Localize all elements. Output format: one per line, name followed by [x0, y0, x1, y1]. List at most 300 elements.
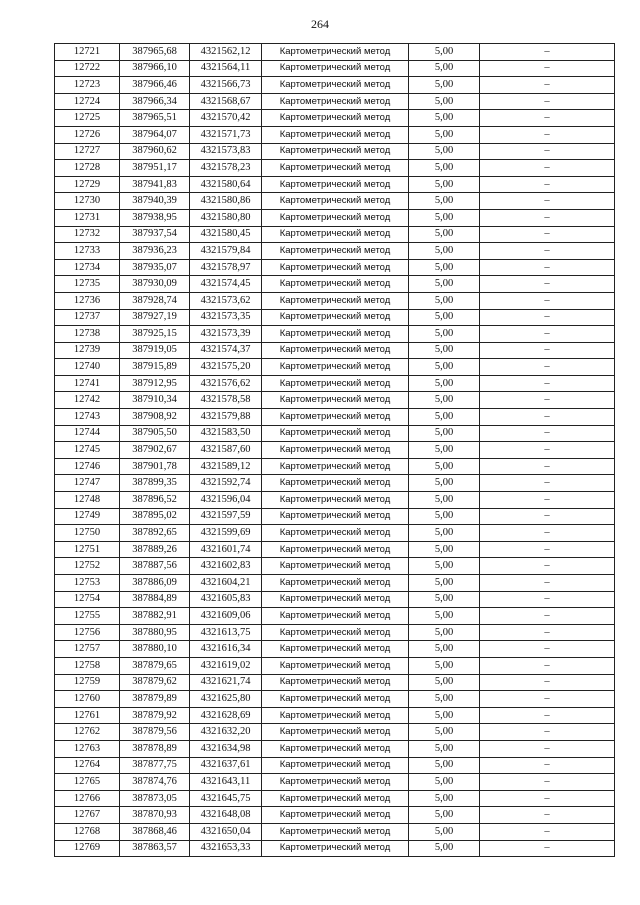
- table-row: [55, 326, 615, 343]
- cell-coord-x: 387879,56: [120, 724, 190, 741]
- cell-point-number: 12768: [55, 823, 120, 840]
- cell-note: –: [480, 126, 615, 143]
- cell-coord-y: 4321616,34: [190, 641, 262, 658]
- cell-method: Картометрический метод: [262, 425, 409, 442]
- table-row: [55, 707, 615, 724]
- cell-coord-x: 387879,89: [120, 691, 190, 708]
- cell-error: 5,00: [409, 375, 480, 392]
- cell-method: Картометрический метод: [262, 392, 409, 409]
- cell-note: –: [480, 525, 615, 542]
- cell-note: –: [480, 160, 615, 177]
- table-row: [55, 807, 615, 824]
- cell-point-number: 12757: [55, 641, 120, 658]
- cell-method: Картометрический метод: [262, 375, 409, 392]
- cell-coord-x: 387868,46: [120, 823, 190, 840]
- cell-note: –: [480, 110, 615, 127]
- cell-method: Картометрический метод: [262, 60, 409, 77]
- cell-coord-y: 4321579,88: [190, 409, 262, 426]
- cell-coord-y: 4321648,08: [190, 807, 262, 824]
- cell-note: –: [480, 392, 615, 409]
- cell-coord-y: 4321574,45: [190, 276, 262, 293]
- cell-error: 5,00: [409, 740, 480, 757]
- cell-error: 5,00: [409, 790, 480, 807]
- cell-error: 5,00: [409, 342, 480, 359]
- cell-error: 5,00: [409, 44, 480, 61]
- table-row: [55, 790, 615, 807]
- cell-coord-x: 387880,95: [120, 624, 190, 641]
- cell-note: –: [480, 442, 615, 459]
- cell-point-number: 12753: [55, 575, 120, 592]
- cell-note: –: [480, 409, 615, 426]
- cell-method: Картометрический метод: [262, 774, 409, 791]
- cell-note: –: [480, 674, 615, 691]
- cell-coord-y: 4321602,83: [190, 558, 262, 575]
- cell-note: –: [480, 176, 615, 193]
- cell-note: –: [480, 608, 615, 625]
- cell-point-number: 12734: [55, 259, 120, 276]
- cell-point-number: 12742: [55, 392, 120, 409]
- cell-method: Картометрический метод: [262, 508, 409, 525]
- cell-point-number: 12747: [55, 475, 120, 492]
- cell-coord-x: 387940,39: [120, 193, 190, 210]
- cell-note: –: [480, 541, 615, 558]
- cell-coord-y: 4321609,06: [190, 608, 262, 625]
- cell-method: Картометрический метод: [262, 243, 409, 260]
- cell-coord-y: 4321589,12: [190, 458, 262, 475]
- cell-method: Картометрический метод: [262, 458, 409, 475]
- cell-coord-x: 387915,89: [120, 359, 190, 376]
- cell-coord-x: 387863,57: [120, 840, 190, 857]
- cell-note: –: [480, 492, 615, 509]
- cell-method: Картометрический метод: [262, 110, 409, 127]
- table-row: [55, 591, 615, 608]
- cell-method: Картометрический метод: [262, 691, 409, 708]
- cell-coord-x: 387965,68: [120, 44, 190, 61]
- cell-coord-y: 4321628,69: [190, 707, 262, 724]
- cell-coord-x: 387919,05: [120, 342, 190, 359]
- cell-method: Картометрический метод: [262, 475, 409, 492]
- cell-coord-y: 4321562,12: [190, 44, 262, 61]
- cell-point-number: 12754: [55, 591, 120, 608]
- cell-method: Картометрический метод: [262, 575, 409, 592]
- page-number: 264: [311, 17, 329, 31]
- cell-error: 5,00: [409, 624, 480, 641]
- cell-coord-x: 387966,10: [120, 60, 190, 77]
- cell-coord-y: 4321597,59: [190, 508, 262, 525]
- cell-method: Картометрический метод: [262, 674, 409, 691]
- cell-error: 5,00: [409, 691, 480, 708]
- cell-coord-y: 4321568,67: [190, 93, 262, 110]
- table-row: [55, 840, 615, 857]
- cell-method: Картометрический метод: [262, 44, 409, 61]
- cell-coord-y: 4321571,73: [190, 126, 262, 143]
- cell-method: Картометрический метод: [262, 558, 409, 575]
- cell-point-number: 12769: [55, 840, 120, 857]
- cell-point-number: 12741: [55, 375, 120, 392]
- cell-error: 5,00: [409, 193, 480, 210]
- cell-error: 5,00: [409, 475, 480, 492]
- cell-note: –: [480, 226, 615, 243]
- cell-error: 5,00: [409, 110, 480, 127]
- cell-point-number: 12763: [55, 740, 120, 757]
- table-row: [55, 375, 615, 392]
- cell-note: –: [480, 259, 615, 276]
- cell-error: 5,00: [409, 226, 480, 243]
- cell-point-number: 12730: [55, 193, 120, 210]
- table-row: [55, 740, 615, 757]
- cell-error: 5,00: [409, 392, 480, 409]
- cell-note: –: [480, 508, 615, 525]
- cell-note: –: [480, 458, 615, 475]
- cell-coord-y: 4321574,37: [190, 342, 262, 359]
- table-row: [55, 93, 615, 110]
- cell-method: Картометрический метод: [262, 840, 409, 857]
- cell-coord-x: 387901,78: [120, 458, 190, 475]
- cell-method: Картометрический метод: [262, 326, 409, 343]
- cell-error: 5,00: [409, 575, 480, 592]
- cell-error: 5,00: [409, 425, 480, 442]
- cell-error: 5,00: [409, 93, 480, 110]
- cell-coord-y: 4321637,61: [190, 757, 262, 774]
- table-row: [55, 60, 615, 77]
- cell-point-number: 12729: [55, 176, 120, 193]
- cell-error: 5,00: [409, 409, 480, 426]
- table-row: [55, 624, 615, 641]
- cell-error: 5,00: [409, 309, 480, 326]
- table-row: [55, 292, 615, 309]
- cell-coord-y: 4321619,02: [190, 657, 262, 674]
- cell-coord-y: 4321570,42: [190, 110, 262, 127]
- cell-point-number: 12761: [55, 707, 120, 724]
- cell-coord-y: 4321575,20: [190, 359, 262, 376]
- cell-error: 5,00: [409, 259, 480, 276]
- cell-note: –: [480, 691, 615, 708]
- cell-note: –: [480, 790, 615, 807]
- table-row: [55, 44, 615, 61]
- cell-coord-x: 387927,19: [120, 309, 190, 326]
- table-row: [55, 392, 615, 409]
- cell-error: 5,00: [409, 525, 480, 542]
- table-row: [55, 657, 615, 674]
- table-row: [55, 276, 615, 293]
- cell-method: Картометрический метод: [262, 591, 409, 608]
- cell-coord-x: 387879,92: [120, 707, 190, 724]
- table-row: [55, 77, 615, 94]
- cell-coord-x: 387892,65: [120, 525, 190, 542]
- cell-point-number: 12723: [55, 77, 120, 94]
- cell-coord-y: 4321580,45: [190, 226, 262, 243]
- cell-error: 5,00: [409, 591, 480, 608]
- cell-point-number: 12762: [55, 724, 120, 741]
- cell-point-number: 12746: [55, 458, 120, 475]
- cell-coord-x: 387880,10: [120, 641, 190, 658]
- cell-error: 5,00: [409, 757, 480, 774]
- cell-coord-x: 387951,17: [120, 160, 190, 177]
- cell-note: –: [480, 193, 615, 210]
- cell-coord-y: 4321578,97: [190, 259, 262, 276]
- cell-method: Картометрический метод: [262, 126, 409, 143]
- cell-coord-x: 387936,23: [120, 243, 190, 260]
- cell-coord-x: 387937,54: [120, 226, 190, 243]
- cell-error: 5,00: [409, 60, 480, 77]
- cell-coord-y: 4321653,33: [190, 840, 262, 857]
- cell-coord-x: 387912,95: [120, 375, 190, 392]
- cell-method: Картометрический метод: [262, 525, 409, 542]
- cell-coord-x: 387935,07: [120, 259, 190, 276]
- cell-method: Картометрический метод: [262, 492, 409, 509]
- cell-coord-x: 387928,74: [120, 292, 190, 309]
- cell-note: –: [480, 326, 615, 343]
- table-row: [55, 143, 615, 160]
- cell-note: –: [480, 425, 615, 442]
- table-row: [55, 126, 615, 143]
- cell-coord-y: 4321601,74: [190, 541, 262, 558]
- cell-point-number: 12759: [55, 674, 120, 691]
- cell-coord-x: 387905,50: [120, 425, 190, 442]
- cell-error: 5,00: [409, 77, 480, 94]
- cell-note: –: [480, 558, 615, 575]
- cell-point-number: 12760: [55, 691, 120, 708]
- cell-point-number: 12725: [55, 110, 120, 127]
- cell-point-number: 12735: [55, 276, 120, 293]
- cell-note: –: [480, 757, 615, 774]
- cell-coord-x: 387960,62: [120, 143, 190, 160]
- cell-error: 5,00: [409, 326, 480, 343]
- cell-note: –: [480, 93, 615, 110]
- cell-method: Картометрический метод: [262, 259, 409, 276]
- table-row: [55, 475, 615, 492]
- cell-point-number: 12728: [55, 160, 120, 177]
- table-row: [55, 724, 615, 741]
- cell-note: –: [480, 641, 615, 658]
- cell-coord-y: 4321643,11: [190, 774, 262, 791]
- cell-method: Картометрический метод: [262, 807, 409, 824]
- cell-method: Картометрический метод: [262, 790, 409, 807]
- table-row: [55, 259, 615, 276]
- table-row: [55, 774, 615, 791]
- cell-point-number: 12738: [55, 326, 120, 343]
- table-row: [55, 160, 615, 177]
- cell-coord-y: 4321579,84: [190, 243, 262, 260]
- cell-note: –: [480, 575, 615, 592]
- coordinates-table: [54, 43, 615, 857]
- table-row: [55, 575, 615, 592]
- cell-coord-y: 4321580,80: [190, 209, 262, 226]
- cell-point-number: 12721: [55, 44, 120, 61]
- cell-error: 5,00: [409, 674, 480, 691]
- table-row: [55, 110, 615, 127]
- cell-coord-y: 4321632,20: [190, 724, 262, 741]
- cell-coord-x: 387930,09: [120, 276, 190, 293]
- table-row: [55, 558, 615, 575]
- cell-point-number: 12733: [55, 243, 120, 260]
- cell-error: 5,00: [409, 774, 480, 791]
- table-row: [55, 757, 615, 774]
- table-row: [55, 458, 615, 475]
- cell-method: Картометрический метод: [262, 608, 409, 625]
- cell-point-number: 12752: [55, 558, 120, 575]
- cell-coord-x: 387882,91: [120, 608, 190, 625]
- cell-method: Картометрический метод: [262, 641, 409, 658]
- cell-method: Картометрический метод: [262, 624, 409, 641]
- cell-error: 5,00: [409, 276, 480, 293]
- cell-note: –: [480, 342, 615, 359]
- cell-error: 5,00: [409, 840, 480, 857]
- cell-coord-x: 387964,07: [120, 126, 190, 143]
- cell-coord-y: 4321564,11: [190, 60, 262, 77]
- cell-coord-x: 387879,65: [120, 657, 190, 674]
- cell-note: –: [480, 77, 615, 94]
- cell-method: Картометрический метод: [262, 740, 409, 757]
- cell-coord-y: 4321625,80: [190, 691, 262, 708]
- cell-error: 5,00: [409, 442, 480, 459]
- cell-coord-x: 387941,83: [120, 176, 190, 193]
- cell-coord-x: 387965,51: [120, 110, 190, 127]
- cell-coord-y: 4321578,23: [190, 160, 262, 177]
- table-row: [55, 342, 615, 359]
- cell-error: 5,00: [409, 458, 480, 475]
- cell-error: 5,00: [409, 359, 480, 376]
- cell-coord-y: 4321645,75: [190, 790, 262, 807]
- table-row: [55, 525, 615, 542]
- cell-note: –: [480, 276, 615, 293]
- cell-point-number: 12743: [55, 409, 120, 426]
- cell-method: Картометрический метод: [262, 209, 409, 226]
- table-row: [55, 193, 615, 210]
- table-row: [55, 226, 615, 243]
- cell-note: –: [480, 807, 615, 824]
- cell-error: 5,00: [409, 176, 480, 193]
- cell-point-number: 12748: [55, 492, 120, 509]
- cell-error: 5,00: [409, 292, 480, 309]
- cell-method: Картометрический метод: [262, 823, 409, 840]
- cell-note: –: [480, 840, 615, 857]
- table-row: [55, 508, 615, 525]
- cell-coord-x: 387878,89: [120, 740, 190, 757]
- cell-point-number: 12758: [55, 657, 120, 674]
- cell-coord-y: 4321576,62: [190, 375, 262, 392]
- cell-coord-y: 4321599,69: [190, 525, 262, 542]
- cell-coord-x: 387896,52: [120, 492, 190, 509]
- cell-method: Картометрический метод: [262, 309, 409, 326]
- table-row: [55, 674, 615, 691]
- cell-coord-x: 387870,93: [120, 807, 190, 824]
- cell-point-number: 12740: [55, 359, 120, 376]
- cell-method: Картометрический метод: [262, 442, 409, 459]
- cell-point-number: 12722: [55, 60, 120, 77]
- cell-point-number: 12724: [55, 93, 120, 110]
- cell-point-number: 12745: [55, 442, 120, 459]
- cell-error: 5,00: [409, 508, 480, 525]
- cell-coord-y: 4321605,83: [190, 591, 262, 608]
- cell-coord-x: 387879,62: [120, 674, 190, 691]
- cell-note: –: [480, 143, 615, 160]
- cell-coord-y: 4321613,75: [190, 624, 262, 641]
- cell-point-number: 12750: [55, 525, 120, 542]
- cell-coord-y: 4321578,58: [190, 392, 262, 409]
- cell-method: Картометрический метод: [262, 160, 409, 177]
- cell-coord-y: 4321587,60: [190, 442, 262, 459]
- cell-method: Картометрический метод: [262, 143, 409, 160]
- cell-coord-x: 387886,09: [120, 575, 190, 592]
- cell-error: 5,00: [409, 641, 480, 658]
- cell-error: 5,00: [409, 243, 480, 260]
- cell-coord-x: 387877,75: [120, 757, 190, 774]
- cell-method: Картометрический метод: [262, 276, 409, 293]
- cell-point-number: 12751: [55, 541, 120, 558]
- cell-note: –: [480, 359, 615, 376]
- cell-point-number: 12764: [55, 757, 120, 774]
- cell-coord-x: 387873,05: [120, 790, 190, 807]
- table-row: [55, 409, 615, 426]
- cell-method: Картометрический метод: [262, 226, 409, 243]
- cell-method: Картометрический метод: [262, 193, 409, 210]
- cell-method: Картометрический метод: [262, 176, 409, 193]
- table-row: [55, 641, 615, 658]
- cell-note: –: [480, 44, 615, 61]
- table-row: [55, 309, 615, 326]
- cell-coord-y: 4321573,39: [190, 326, 262, 343]
- coordinates-table-body: [55, 44, 615, 857]
- cell-coord-x: 387895,02: [120, 508, 190, 525]
- cell-error: 5,00: [409, 492, 480, 509]
- cell-coord-x: 387908,92: [120, 409, 190, 426]
- cell-note: –: [480, 591, 615, 608]
- cell-note: –: [480, 309, 615, 326]
- cell-note: –: [480, 657, 615, 674]
- cell-method: Картометрический метод: [262, 77, 409, 94]
- cell-error: 5,00: [409, 724, 480, 741]
- cell-note: –: [480, 375, 615, 392]
- cell-point-number: 12737: [55, 309, 120, 326]
- cell-point-number: 12739: [55, 342, 120, 359]
- cell-coord-y: 4321592,74: [190, 475, 262, 492]
- cell-coord-y: 4321604,21: [190, 575, 262, 592]
- cell-method: Картометрический метод: [262, 359, 409, 376]
- table-row: [55, 541, 615, 558]
- cell-coord-x: 387966,46: [120, 77, 190, 94]
- cell-coord-x: 387910,34: [120, 392, 190, 409]
- cell-note: –: [480, 724, 615, 741]
- table-row: [55, 691, 615, 708]
- cell-point-number: 12727: [55, 143, 120, 160]
- table-row: [55, 176, 615, 193]
- cell-coord-y: 4321573,35: [190, 309, 262, 326]
- table-row: [55, 359, 615, 376]
- cell-error: 5,00: [409, 209, 480, 226]
- cell-point-number: 12732: [55, 226, 120, 243]
- cell-point-number: 12755: [55, 608, 120, 625]
- cell-point-number: 12765: [55, 774, 120, 791]
- cell-note: –: [480, 209, 615, 226]
- cell-coord-y: 4321634,98: [190, 740, 262, 757]
- cell-point-number: 12756: [55, 624, 120, 641]
- cell-method: Картометрический метод: [262, 292, 409, 309]
- table-row: [55, 442, 615, 459]
- cell-coord-y: 4321650,04: [190, 823, 262, 840]
- cell-coord-x: 387938,95: [120, 209, 190, 226]
- cell-coord-x: 387874,76: [120, 774, 190, 791]
- cell-coord-y: 4321621,74: [190, 674, 262, 691]
- cell-error: 5,00: [409, 657, 480, 674]
- cell-coord-x: 387899,35: [120, 475, 190, 492]
- cell-coord-y: 4321580,86: [190, 193, 262, 210]
- cell-method: Картометрический метод: [262, 757, 409, 774]
- cell-point-number: 12726: [55, 126, 120, 143]
- cell-point-number: 12736: [55, 292, 120, 309]
- cell-error: 5,00: [409, 707, 480, 724]
- cell-error: 5,00: [409, 558, 480, 575]
